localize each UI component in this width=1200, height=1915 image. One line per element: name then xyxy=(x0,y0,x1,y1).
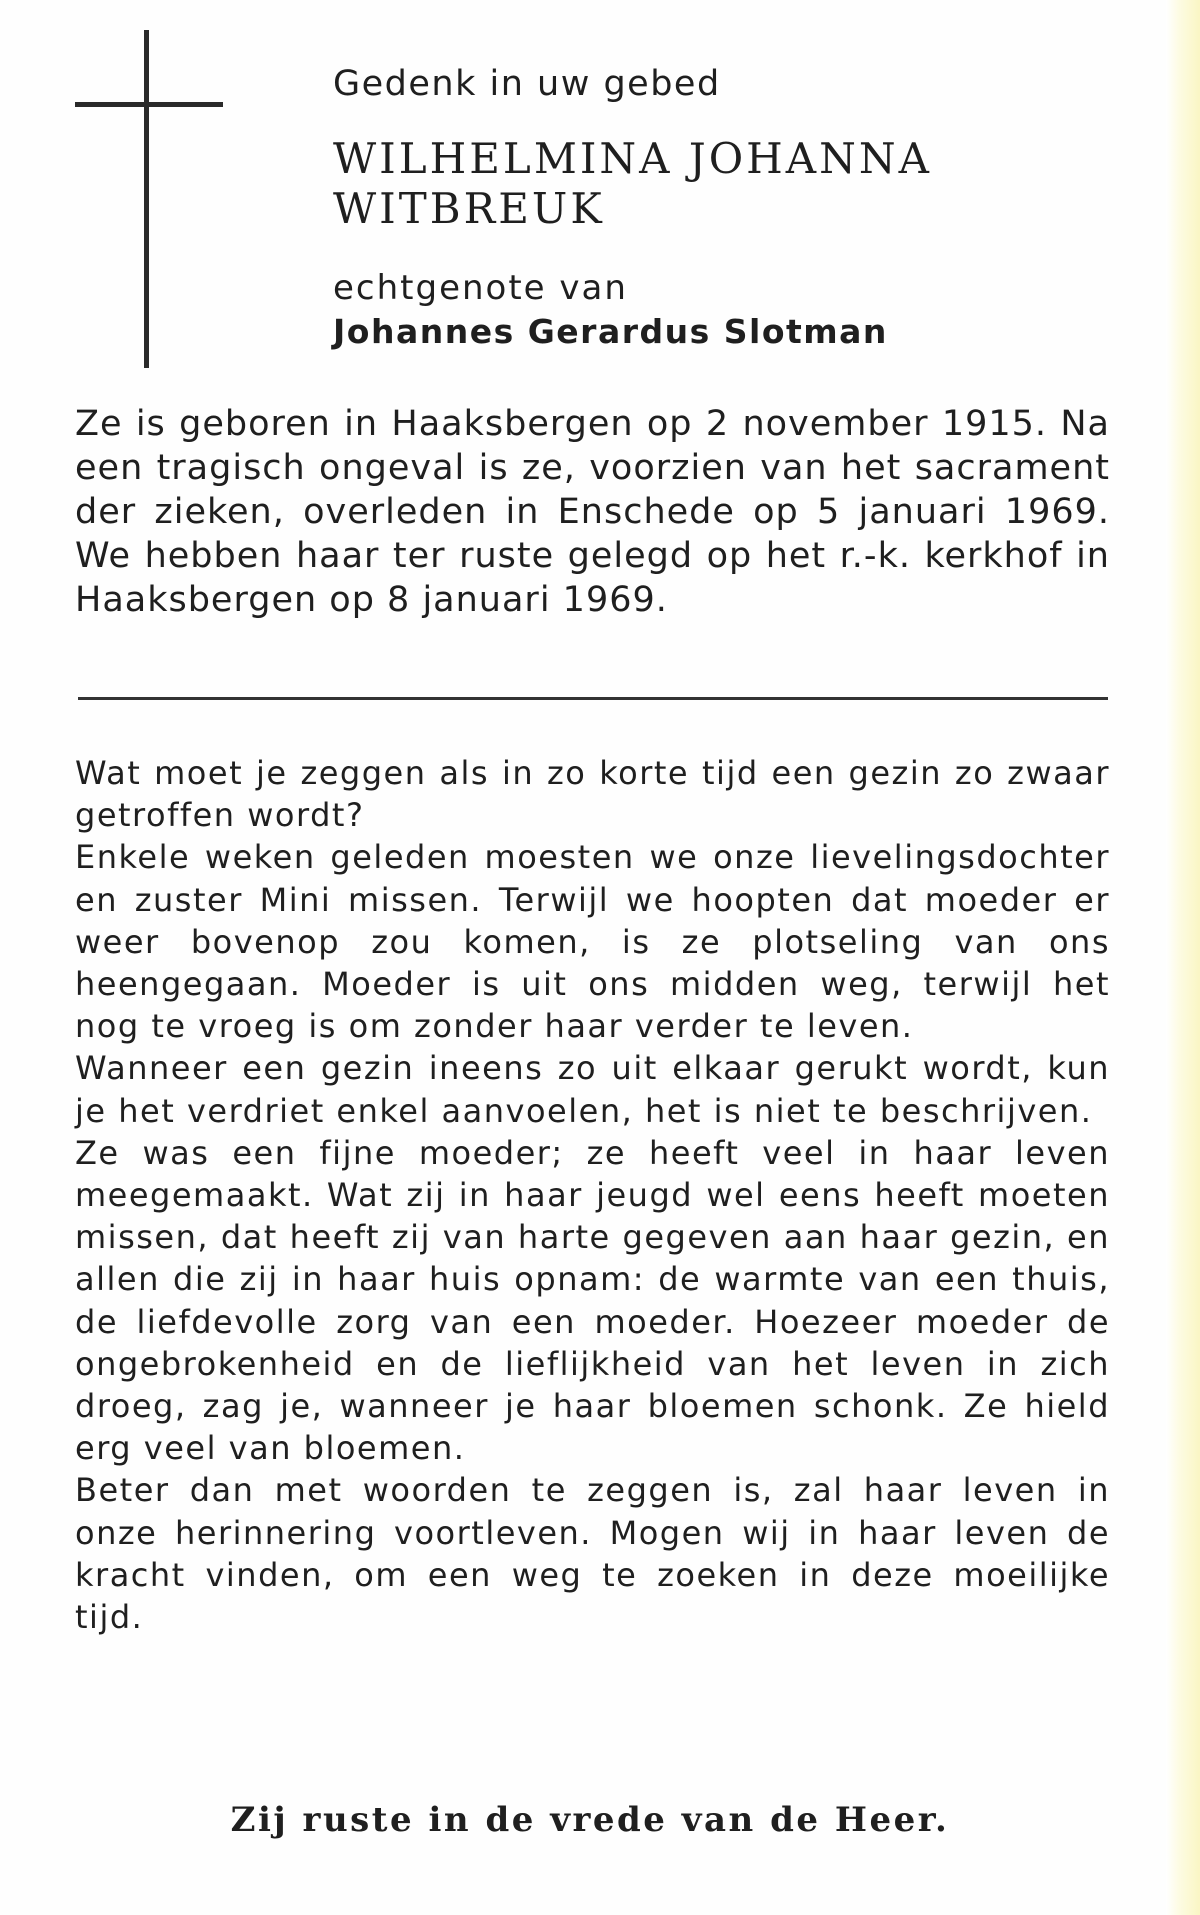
deceased-name xyxy=(333,134,1133,234)
spouse-label: echtgenote van xyxy=(333,268,628,308)
intro-text: Gedenk in uw gebed xyxy=(333,64,721,104)
meditation-paragraph: Ze was een fijne moeder; ze heeft veel in haar leven meegemaakt. Wat zij in haar jeugd wel eens heeft moeten missen, dat heeft zij van harte gegeven aan haar gezin, en allen die zij in haar huis opnam: de warmte van een thuis, de liefdevolle zorg van een moeder. Hoezeer moeder de ongebrokenheid en de lieflijkheid van het leven in zich droeg, zag je, wanneer je haar bloemen schonk. Ze hield erg veel van bloemen. xyxy=(75,1133,1110,1468)
card-edge xyxy=(1166,0,1200,1915)
meditation-paragraph: Wanneer een gezin ineens zo uit elkaar gerukt wordt, kun je het verdriet enkel aanvoelen, het is niet te beschrijven. xyxy=(75,1049,1110,1130)
biography-text: Ze is geboren in Haaksbergen op 2 november 1915. Na een tragisch ongeval is ze, voorzien van het sacrament der zieken, overleden in Enschede op 5 januari 1969. We hebben haar ter ruste gelegd op het r.-k. kerkhof in Haaksbergen op 8 januari 1969. xyxy=(75,404,1110,620)
meditation-text xyxy=(75,752,1110,1638)
cross-icon-bar xyxy=(75,102,223,107)
divider-line xyxy=(78,697,1108,700)
deceased-name-line-2: WITBREUK xyxy=(333,184,605,233)
meditation-paragraph: Beter dan met woorden te zeggen is, zal haar leven in onze herinnering voortleven. Mogen wij in haar leven de kracht vinden, om een weg te zoeken in deze moeilijke tijd. xyxy=(75,1471,1110,1637)
closing-prayer: Zij ruste in de vrede van de Heer. xyxy=(230,1800,950,1840)
meditation-paragraph: Wat moet je zeggen als in zo korte tijd een gezin zo zwaar getroffen wordt? xyxy=(75,754,1110,835)
meditation-paragraph: Enkele weken geleden moesten we onze lievelingsdochter en zuster Mini missen. Terwijl we hoopten dat moeder er weer bovenop zou komen, is ze plotseling van ons heengegaan. Moeder is uit ons midden weg, terwijl het nog te vroeg is om zonder haar verder te leven. xyxy=(75,838,1110,1046)
deceased-name-line-1: WILHELMINA JOHANNA xyxy=(333,134,932,183)
card-header xyxy=(333,62,1133,352)
cross-icon xyxy=(144,30,149,368)
spouse-name: Johannes Gerardus Slotman xyxy=(333,312,888,351)
